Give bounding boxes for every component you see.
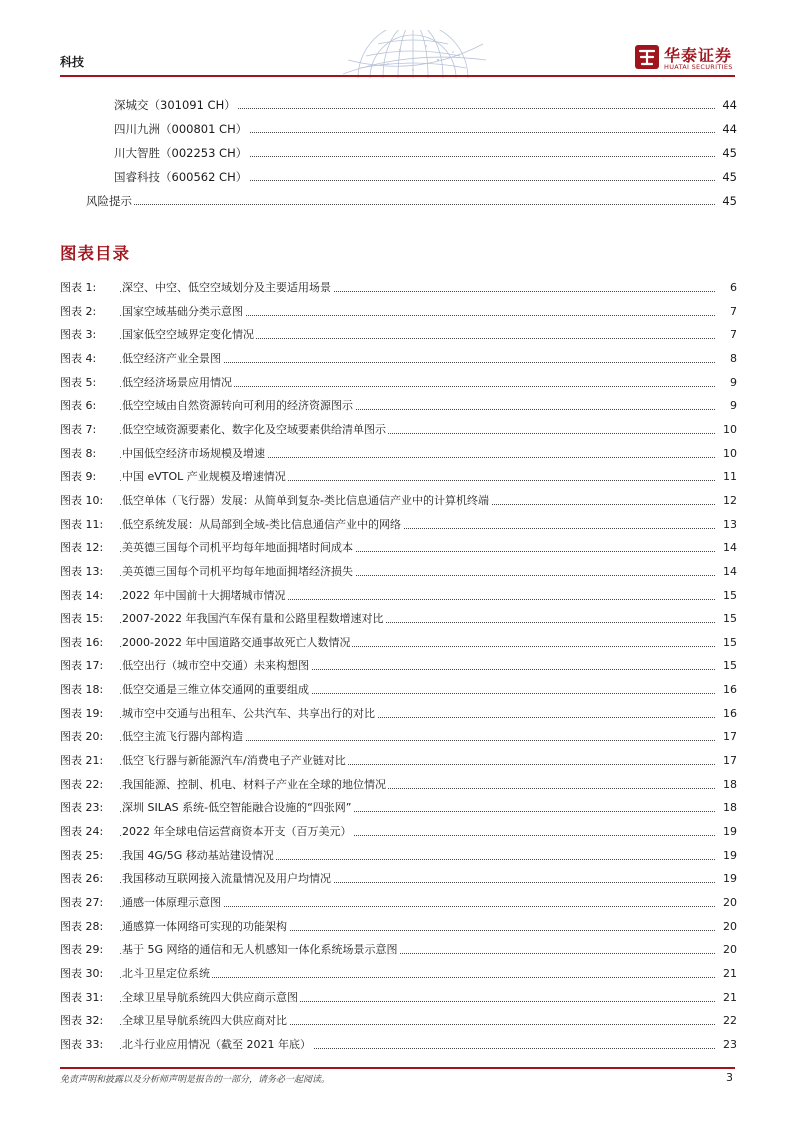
figure-entry[interactable] xyxy=(60,990,737,1006)
toc-entry-title: 四川九洲（000801 CH） xyxy=(114,122,248,136)
figure-entry[interactable] xyxy=(60,1037,737,1053)
figure-entry-label: 图表 30: xyxy=(60,966,104,980)
logo-english-name: HUATAI SECURITIES xyxy=(664,63,733,71)
figure-entry[interactable] xyxy=(60,706,737,722)
figure-entry-label: 图表 22: xyxy=(60,777,104,791)
section-tag: 科技 xyxy=(60,55,85,69)
figure-entry[interactable] xyxy=(60,304,737,320)
figure-entry-page: 15 xyxy=(723,635,737,649)
figure-entry-page: 17 xyxy=(723,754,737,767)
figure-entry-label: 图表 7: xyxy=(60,422,97,436)
figure-entry[interactable] xyxy=(60,682,737,698)
figure-entry[interactable] xyxy=(60,517,737,533)
figure-entry[interactable] xyxy=(60,327,737,343)
figure-entry-title: 国家空域基础分类示意图 xyxy=(122,304,243,318)
figure-entry[interactable] xyxy=(60,564,737,580)
figure-entry-title: 全球卫星导航系统四大供应商示意图 xyxy=(122,990,298,1004)
figure-entry-page: 16 xyxy=(723,706,737,720)
figure-entry-page: 18 xyxy=(723,801,737,815)
figure-entry-label: 图表 10: xyxy=(60,493,104,507)
figure-entry[interactable] xyxy=(60,966,737,982)
figure-entry-label: 图表 28: xyxy=(60,919,104,933)
figure-entry-label: 图表 29: xyxy=(60,943,104,957)
figure-entry-title: 通感算一体网络可实现的功能架构 xyxy=(122,919,287,933)
figure-entry-page: 15 xyxy=(723,612,737,626)
figure-entry-label: 图表 19: xyxy=(60,706,104,720)
figure-entry-label: 图表 31: xyxy=(60,990,104,1004)
toc-entry[interactable] xyxy=(114,145,737,161)
figure-entry-page: 7 xyxy=(730,328,737,342)
toc-entry-title: 川大智胜（002253 CH） xyxy=(114,146,248,160)
figure-entry[interactable] xyxy=(60,280,737,296)
figure-entry-title: 低空交通是三维立体交通网的重要组成 xyxy=(122,683,309,696)
figure-entry-label: 图表 8: xyxy=(60,446,97,460)
figure-entry-page: 10 xyxy=(723,422,737,436)
figure-entry[interactable] xyxy=(60,493,737,509)
figure-entry-page: 9 xyxy=(730,399,737,413)
figure-entry-label: 图表 21: xyxy=(60,754,104,767)
figure-entry-label: 图表 2: xyxy=(60,304,97,318)
figure-entry[interactable] xyxy=(60,398,737,414)
footer-disclaimer: 免责声明和披露以及分析师声明是报告的一部分，请务必一起阅读。 xyxy=(60,1075,331,1085)
figure-entry-label: 图表 4: xyxy=(60,351,97,365)
figure-entry-title: 2022 年中国前十大拥堵城市情况 xyxy=(122,588,286,602)
figure-entry[interactable] xyxy=(60,753,737,769)
figure-entry-label: 图表 11: xyxy=(60,517,104,531)
figure-entry-page: 20 xyxy=(723,919,737,933)
figure-entry-title: 低空飞行器与新能源汽车/消费电子产业链对比 xyxy=(122,754,346,767)
figure-entry-label: 图表 16: xyxy=(60,635,104,649)
figure-entry-label: 图表 13: xyxy=(60,564,104,578)
figure-entry-page: 19 xyxy=(723,824,737,838)
figure-entry-label: 图表 32: xyxy=(60,1014,104,1028)
figure-entry-label: 图表 25: xyxy=(60,848,104,862)
figure-entry[interactable] xyxy=(60,658,737,674)
figure-entry[interactable] xyxy=(60,422,737,438)
figure-entry[interactable] xyxy=(60,777,737,793)
figure-entry-label: 图表 18: xyxy=(60,683,104,696)
figure-entry[interactable] xyxy=(60,375,737,391)
figure-entry-page: 15 xyxy=(723,659,737,673)
figure-entry-page: 9 xyxy=(730,375,737,389)
figure-entry-title: 低空出行（城市空中交通）未来构想图 xyxy=(122,659,309,673)
figure-entry-page: 18 xyxy=(723,777,737,791)
figure-entry[interactable] xyxy=(60,351,737,367)
figure-entry[interactable] xyxy=(60,540,737,556)
figure-entry-page: 6 xyxy=(730,281,737,294)
figure-entry-page: 15 xyxy=(723,588,737,602)
figure-entry-label: 图表 12: xyxy=(60,541,104,555)
figure-entry-title: 深空、中空、低空空域划分及主要适用场景 xyxy=(122,281,331,294)
figure-entry-title: 北斗行业应用情况（截至 2021 年底） xyxy=(122,1037,311,1051)
figure-entry-page: 19 xyxy=(723,848,737,862)
page-number: 3 xyxy=(726,1071,733,1084)
figure-entry-title: 低空空域资源要素化、数字化及空域要素供给清单图示 xyxy=(122,422,386,436)
toc-entry[interactable] xyxy=(114,97,737,113)
figure-entry[interactable] xyxy=(60,729,737,745)
figure-entry-label: 图表 20: xyxy=(60,730,104,744)
figure-entry-title: 2022 年全球电信运营商资本开支（百万美元） xyxy=(122,824,352,838)
figure-entry[interactable] xyxy=(60,1013,737,1029)
figure-entry-page: 23 xyxy=(723,1037,737,1051)
figure-entry-page: 20 xyxy=(723,895,737,909)
figure-entry-title: 2007-2022 年我国汽车保有量和公路里程数增速对比 xyxy=(122,612,384,626)
figure-entry-title: 我国移动互联网接入流量情况及用户均情况 xyxy=(122,872,331,886)
figure-entry-page: 11 xyxy=(723,470,737,484)
figure-entry-title: 北斗卫星定位系统 xyxy=(122,966,210,980)
figure-entry-label: 图表 9: xyxy=(60,470,97,484)
figure-entry-page: 12 xyxy=(723,493,737,507)
figure-entry-page: 14 xyxy=(723,541,737,555)
figure-entry[interactable] xyxy=(60,469,737,485)
figure-entry-page: 19 xyxy=(723,872,737,886)
figure-entry-title: 2000-2022 年中国道路交通事故死亡人数情况 xyxy=(122,635,351,649)
figure-entry-label: 图表 27: xyxy=(60,895,104,909)
figure-entry-label: 图表 6: xyxy=(60,399,97,413)
figure-entry-page: 7 xyxy=(730,304,737,318)
figure-entry-label: 图表 15: xyxy=(60,612,104,626)
figure-entry-title: 低空经济场景应用情况 xyxy=(122,375,232,389)
figure-entry-title: 全球卫星导航系统四大供应商对比 xyxy=(122,1014,287,1028)
figure-entry-title: 深圳 SILAS 系统-低空智能融合设施的“四张网” xyxy=(122,801,352,815)
toc-entry-page: 44 xyxy=(722,98,737,112)
figure-entry-label: 图表 17: xyxy=(60,659,104,673)
figure-entry-title: 城市空中交通与出租车、公共汽车、共享出行的对比 xyxy=(122,706,375,720)
figure-entry-title: 中国 eVTOL 产业规模及增速情况 xyxy=(122,470,286,484)
figure-entry-page: 17 xyxy=(723,730,737,744)
page-header xyxy=(0,0,793,80)
figure-entry-label: 图表 1: xyxy=(60,281,97,294)
figure-entry-page: 21 xyxy=(723,990,737,1004)
huatai-logo-icon xyxy=(634,44,660,70)
figure-entry-page: 8 xyxy=(730,351,737,365)
figure-entry[interactable] xyxy=(60,800,737,816)
figure-entry-label: 图表 24: xyxy=(60,824,104,838)
toc-entry-title: 深城交（301091 CH） xyxy=(114,98,236,112)
toc-entry-page: 45 xyxy=(722,170,737,184)
figure-entry[interactable] xyxy=(60,942,737,958)
figures-heading: 图表目录 xyxy=(60,244,130,263)
figure-entry-title: 低空经济产业全景图 xyxy=(122,351,221,365)
figure-entry-page: 10 xyxy=(723,446,737,460)
footer-divider xyxy=(60,1067,735,1069)
figure-entry-title: 中国低空经济市场规模及增速 xyxy=(122,446,265,460)
figure-entry[interactable] xyxy=(60,588,737,604)
figure-entry-title: 低空空域由自然资源转向可利用的经济资源图示 xyxy=(122,399,353,413)
logo-chinese-name: 华泰证券 xyxy=(664,46,733,65)
figure-entry-page: 16 xyxy=(723,683,737,696)
header-divider xyxy=(60,75,735,77)
figure-entry[interactable] xyxy=(60,895,737,911)
figure-entry-title: 我国能源、控制、机电、材料子产业在全球的地位情况 xyxy=(122,777,386,791)
toc-entry[interactable] xyxy=(114,121,737,137)
toc-entry[interactable] xyxy=(86,193,737,209)
figure-entry-label: 图表 33: xyxy=(60,1037,104,1051)
figure-entry-label: 图表 3: xyxy=(60,328,97,342)
toc-entry-page: 45 xyxy=(722,146,737,160)
toc-entry[interactable] xyxy=(114,169,737,185)
figure-entry-title: 通感一体原理示意图 xyxy=(122,895,221,909)
figure-entry-title: 基于 5G 网络的通信和无人机感知一体化系统场景示意图 xyxy=(122,943,398,957)
figure-entry-title: 我国 4G/5G 移动基站建设情况 xyxy=(122,848,274,862)
figure-entry[interactable] xyxy=(60,848,737,864)
figure-entry-title: 低空系统发展：从局部到全域-类比信息通信产业中的网络 xyxy=(122,517,401,531)
figure-entry-label: 图表 23: xyxy=(60,801,104,815)
figure-entry-title: 国家低空空域界定变化情况 xyxy=(122,328,254,342)
figure-entry-page: 14 xyxy=(723,564,737,578)
toc-entry-title: 国睿科技（600562 CH） xyxy=(114,170,248,184)
figure-entry[interactable] xyxy=(60,919,737,935)
figure-entry-page: 21 xyxy=(723,966,737,980)
figure-entry-label: 图表 5: xyxy=(60,375,97,389)
toc-entry-page: 44 xyxy=(722,122,737,136)
figure-entry-title: 低空主流飞行器内部构造 xyxy=(122,730,243,744)
brand-logo xyxy=(634,44,736,74)
toc-entry-page: 45 xyxy=(722,194,737,208)
figure-entry-page: 20 xyxy=(723,943,737,957)
figure-entry-page: 22 xyxy=(723,1014,737,1028)
figure-entry[interactable] xyxy=(60,824,737,840)
figure-entry-title: 低空单体（飞行器）发展：从简单到复杂-类比信息通信产业中的计算机终端 xyxy=(122,493,489,507)
dot-leader xyxy=(86,204,715,205)
figure-entry-title: 美英德三国每个司机平均每年地面拥堵经济损失 xyxy=(122,564,353,578)
figure-entry[interactable] xyxy=(60,635,737,651)
figure-entry-label: 图表 14: xyxy=(60,588,104,602)
figure-entry[interactable] xyxy=(60,871,737,887)
toc-entry-title: 风险提示 xyxy=(86,194,132,208)
figure-entry-page: 13 xyxy=(723,517,737,531)
figure-entry-title: 美英德三国每个司机平均每年地面拥堵时间成本 xyxy=(122,541,353,555)
figure-entry[interactable] xyxy=(60,611,737,627)
figure-entry[interactable] xyxy=(60,446,737,462)
globe-watermark-icon xyxy=(338,30,488,78)
figure-entry-label: 图表 26: xyxy=(60,872,104,886)
